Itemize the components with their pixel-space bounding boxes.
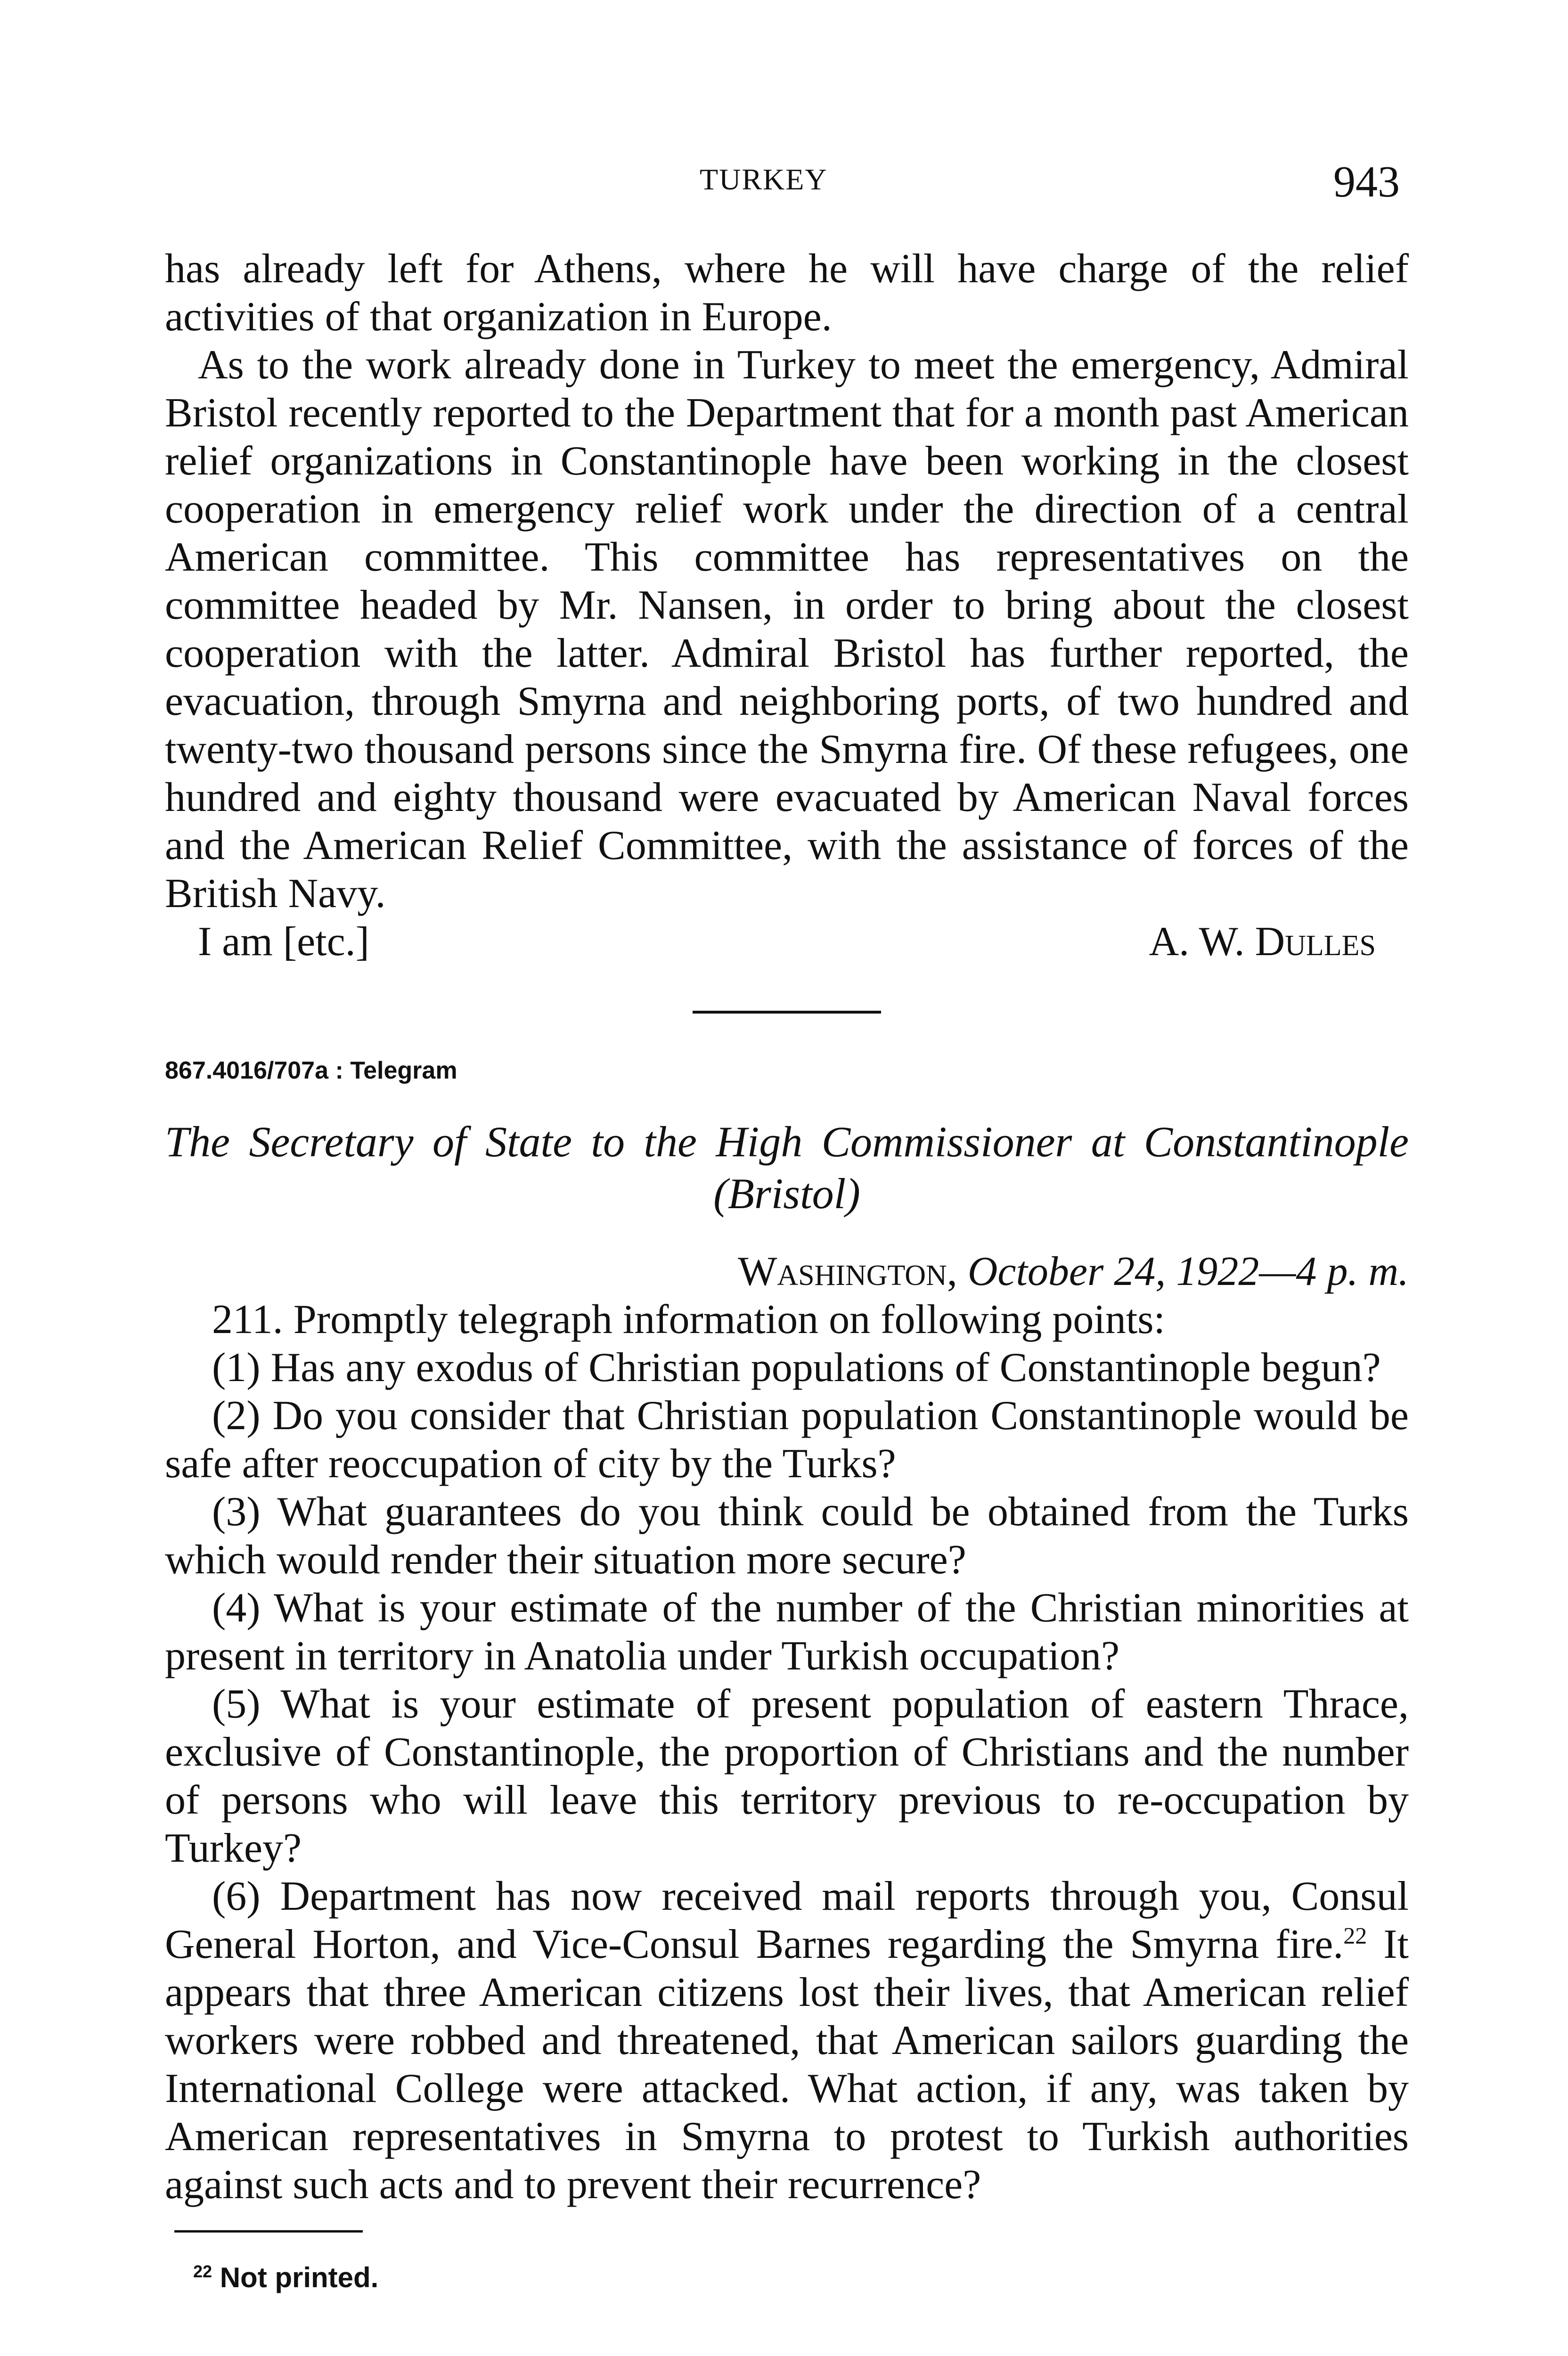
telegram-item-4: (4) What is your estimate of the number of the Christian minorities at present in territory in Anatolia under Turkish occupation? [165,1585,1409,1679]
dateline-date: October 24, 1922—4 p. m. [967,1249,1409,1294]
letter-signature: A. W. Dulles [1149,919,1376,965]
body-text [165,245,1409,2302]
telegram-item-2: (2) Do you consider that Christian population Constantinople would be safe after reoccupation of city by the Turks? [165,1393,1409,1487]
page-number: 943 [1333,157,1400,206]
dateline [165,1248,1409,1296]
telegram-item-5: (5) What is your estimate of present population of eastern Thrace, exclusive of Constantinople, the proportion of Christians and the number of persons who will leave this territory previous to re-occupation by Turkey? [165,1681,1409,1871]
footnote-text: Not printed. [220,2262,379,2293]
footnote [193,2254,1409,2302]
title-line-2: (Bristol) [713,1170,860,1218]
footnote-reference: 22 [1343,1922,1367,1949]
dateline-place: Washington, [738,1249,957,1294]
footnote-divider [174,2230,363,2233]
telegram-item-3: (3) What guarantees do you think could be obtained from the Turks which would render their situation more secure? [165,1489,1409,1583]
document-title [165,1116,1409,1219]
item-6-text-a: (6) Department has now received mail reports through you, Consul General Horton, and Vice-Consul Barnes regarding the Smyrna fire. [165,1873,1409,1967]
item-6-text-b: It appears that three American citizens lost their lives, that American relief workers were robbed and threatened, that American sailors guarding the International College were attacked. What action, if any, was taken by American representatives in Smyrna to protest to Turkish authorities against such acts and to prevent their recurrence? [165,1922,1409,2208]
letter-paragraph-1: has already left for Athens, where he will have charge of the relief activities of that organization in Europe. [165,246,1409,340]
letter-paragraph-2: As to the work already done in Turkey to meet the emergency, Admiral Bristol recently reported to the Department that for a month past American relief organizations in Constantinople have been working in the closest cooperation in emergency relief work under the direction of a central American committee. This committee has representatives on the committee headed by Mr. Nansen, in order to bring about the closest cooperation with the latter. Admiral Bristol has further reported, the evacuation, through Smyrna and neighboring ports, of two hundred and twenty-two thousand persons since the Smyrna fire. Of these refugees, one hundred and eighty thousand were evacuated by American Naval forces and the American Relief Committee, with the assistance of forces of the British Navy. [165,342,1409,916]
running-head: TURKEY [700,163,828,196]
signature-line [165,918,1409,966]
title-line-1: The Secretary of State to the High Commissioner at Constantinople [165,1118,1409,1166]
page-header [0,156,1568,208]
section-divider [693,1011,881,1014]
telegram-item-6 [165,1873,1409,2209]
telegram-intro: 211. Promptly telegraph information on following points: [212,1297,1165,1342]
file-reference: 867.4016/707a : Telegram [165,1057,457,1084]
telegram-item-1: (1) Has any exodus of Christian populations of Constantinople begun? [212,1345,1381,1391]
letter-closing: I am [etc.] [198,919,369,965]
footnote-marker: 22 [193,2262,212,2281]
